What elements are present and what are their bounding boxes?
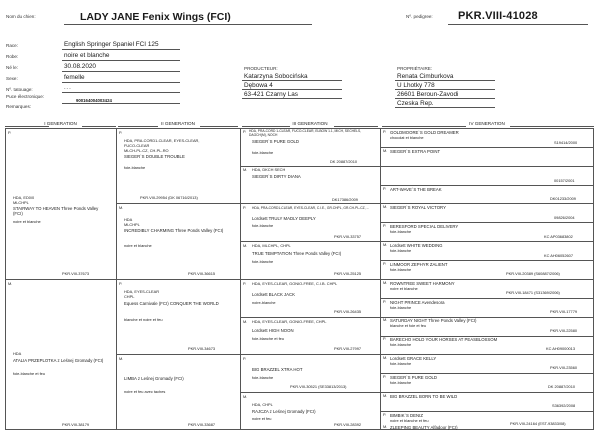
gen2-2-sex: M. (119, 205, 124, 210)
gen4-10-sex: M. (383, 317, 388, 322)
gen4-12-reg: PKR.VIII-23560 (550, 365, 578, 370)
gen4-4-sex: M. (383, 204, 388, 209)
gen2-3-titles: HDA, EYES-CLEAR CHPL (124, 289, 160, 299)
gen3-2-reg: DK17386/2009 (332, 197, 358, 202)
gen3-4-sex: M. (243, 243, 248, 248)
gen4-15-color: noire et blanche et feu (390, 418, 429, 423)
gen2-1-name: SIEGER`S DOUBLE TROUBLE (124, 154, 185, 159)
gen1-sire-titles: HDA, ED0/0 MLCHPL (13, 195, 35, 205)
gen4-1-sex: P. (383, 129, 387, 134)
gen3-7-sex: P. (243, 356, 247, 361)
gen4-13-reg: DK 20887/2010 (548, 384, 576, 389)
gen4-12-color: foie-blanche (390, 361, 412, 366)
gen4-1-reg: S19414/2000 (554, 140, 578, 145)
gen3-1-color: foie-blanche (252, 150, 274, 155)
gen3-7-reg: PKR.VIII-30521 (SE33813/2013) (290, 384, 347, 389)
gen1-dam-name: ATALIA PRZEPLOTKA z Leśnej Gromady (FCI) (13, 358, 104, 363)
gen4-15-name: BIMBIK`S DENIZ (390, 413, 423, 418)
breed-label: Race: (6, 43, 19, 48)
gen4-6-name: Lordsett WHITE WEDDING (390, 243, 443, 248)
gen2-2-titles: HDA MLCHPL (124, 217, 140, 227)
gen-2-header: II GENERATION (161, 121, 195, 126)
gen2-2-name: INCREDIBLY CHARMING Three Ponds Valley (FCI) (124, 228, 224, 233)
gen3-8-sex: M. (243, 394, 248, 399)
gen3-7-color: foie-blanche (252, 375, 274, 380)
gen4-16-sex: M. (383, 424, 388, 429)
dog-name: LADY JANE Fenix Wings (FCI) (80, 11, 231, 23)
gen4-10-name: SATURDAY NIGHT Three Ponds Valley (FCI) (390, 318, 477, 323)
gen4-14-name: BIG BRAZZEL BORN TO BE WILD (390, 394, 458, 399)
gen4-9-name: NIGHT PRINCE Avendesora (390, 300, 445, 305)
gen4-5-reg: KC AP03683802 (544, 234, 573, 239)
sex-label: Sexe: (6, 76, 18, 81)
gen4-5-name: BERESFORD SPECIAL DELIVERY (390, 224, 459, 229)
gen4-6-reg: KC AH06052607 (544, 253, 573, 258)
breeder-name: Katarzyna Sobocińska (244, 73, 308, 80)
gen4-6-sex: M. (383, 242, 388, 247)
regno-label: Nº. pedigree: (406, 14, 433, 19)
gen3-6-sex: M. (243, 319, 248, 324)
gen4-1-name: GOLDMOORE`S GOLD DREAMER (390, 130, 459, 135)
gen4-4-name: SIEGER`S ROYAL VICTORY (390, 205, 446, 210)
gen2-1-reg: PKR.VIII-29954 (DK 06716/2013) (140, 195, 198, 200)
gen4-2-reg: 00157/2001 (554, 178, 575, 183)
gen3-2-name: SIEGER`S DIRTY DIANA (252, 174, 301, 179)
pedigree-number: PKR.VIII-41028 (458, 10, 538, 22)
gen4-3-reg: DK01233/2009 (550, 196, 576, 201)
gen4-7-sex: P. (383, 261, 387, 266)
color-value: noire et blanche (64, 52, 110, 59)
owner-street: U Lhotky 778 (397, 82, 435, 89)
tattoo-value: - - - (64, 86, 71, 91)
gen1-dam-reg: PKR.VIII-38179 (62, 422, 90, 427)
gen4-10-color: blanche et foie et feu (390, 323, 427, 328)
gen2-1-color: foie-blanche (124, 165, 146, 170)
gen2-4-reg: PKR.VIII-33687 (188, 422, 216, 427)
gen4-2-name: SIEGER`S EXTRA POINT (390, 149, 441, 154)
gen4-13-sex: P. (383, 374, 387, 379)
gen3-8-color: noire et feu (252, 416, 272, 421)
gen4-14-sex: M. (383, 393, 388, 398)
gen4-3-sex: P. (383, 186, 387, 191)
breed-value: English Springer Spaniel FCI 125 (64, 41, 159, 48)
gen4-15-reg: PKR.VIII-24164 (EST-93833/08) (510, 421, 566, 426)
owner-country: Czeska Rep. (397, 100, 434, 107)
gen3-6-titles: HDA, EYES-CLEAR, GONIO-FREE, CHPL (252, 319, 327, 324)
chip-value: 900164004003424 (76, 98, 112, 103)
gen3-1-sex: P. (243, 129, 247, 134)
gen-4-header: IV GENERATION (469, 121, 505, 126)
gen1-dam-sex: M. (8, 281, 13, 286)
gen3-6-reg: PKR.VIII-27997 (334, 346, 362, 351)
gen3-3-reg: PKR.VIII-33757 (334, 234, 362, 239)
gen4-11-name: BARECHO HOLD YOUR HORSES AT PEASBLOSSOM (390, 337, 498, 342)
gen3-8-reg: PKR.VIII-28392 (334, 422, 362, 427)
gen4-11-color: foie-blanche (390, 342, 412, 347)
color-label: Robe: (6, 54, 19, 59)
gen3-3-name: Lordsett TRULY MADLY DEEPLY (252, 216, 316, 221)
gen3-8-titles: HDA, CHPL (252, 402, 273, 407)
gen4-8-sex: M. (383, 280, 388, 285)
gen4-7-reg: PKR.VIII-20389 (S60887/2006) (506, 271, 560, 276)
gen4-8-name: ROWNTREE SWEET HARMONY (390, 281, 455, 286)
breeder-street: Dębowa 4 (244, 82, 273, 89)
gen-3-header: III GENERATION (292, 121, 328, 126)
gen4-13-name: SIEGER`S PURE GOLD (390, 375, 438, 380)
gen4-9-sex: P. (383, 299, 387, 304)
gen3-4-titles: HDA, MLCHPL, CHPL (252, 243, 291, 248)
gen2-4-sex: M. (119, 356, 124, 361)
gen2-3-name: Equess Carnivale (FCI) CONQUER THE WORLD (124, 301, 219, 306)
gen1-sire-color: noire et blanche (13, 219, 41, 224)
gen2-4-color: noire et feu avec taches (124, 389, 166, 394)
gen3-2-sex: M. (243, 167, 248, 172)
gen3-6-color: foie-blanche et feu (252, 336, 285, 341)
gen4-8-color: noire et blanche (390, 286, 418, 291)
gen2-3-sex: P. (119, 281, 123, 286)
gen2-4-name: LIMBA z Leśnej Gromady (FCI) (124, 376, 184, 381)
gen3-4-color: foie-blanche (252, 259, 274, 264)
gen4-7-color: foie-blanche (390, 267, 412, 272)
gen4-2-sex: M. (383, 148, 388, 153)
gen4-8-reg: PKR.VIII-18471 (S31369/2006) (506, 290, 560, 295)
gen4-1-color: chocolat et blanche (390, 135, 424, 140)
gen3-6-name: Lordsett HIGH NOON (252, 328, 294, 333)
gen1-dam-titles: HDA (13, 351, 22, 356)
chip-label: Puce électronique: (6, 94, 45, 99)
gen1-dam-color: foie-blanche et feu (13, 371, 46, 376)
gen4-5-color: foie-blanche (390, 229, 412, 234)
sex-value: femelle (64, 74, 85, 81)
gen3-4-reg: PKR.VIII-25125 (334, 271, 362, 276)
gen1-sire-sex: P. (8, 130, 12, 135)
gen4-12-sex: M. (383, 355, 388, 360)
breeder-city: 63-421 Czarny Las (244, 91, 298, 98)
gen4-3-name: ART-WAVE`S THE BREAK (390, 187, 442, 192)
gen4-15-sex: P. (383, 412, 387, 417)
gen4-4-reg: 09826/2004 (554, 215, 575, 220)
gen2-3-reg: PKR.VIII-34673 (188, 346, 216, 351)
gen3-2-titles: HDA, DKCH SECH (252, 167, 286, 172)
gen4-16-name: ZLEEPING BEAUTY Alfadoor (FCI) (390, 425, 458, 430)
gen3-5-sex: P. (243, 281, 247, 286)
gen3-4-name: TRUE TEMPTATION Three Ponds Valley (FCI) (252, 251, 342, 256)
gen3-5-titles: HDA, EYES-CLEAR, GONIO-FREE, C.I.B. CHPL (252, 281, 338, 286)
gen4-12-name: Lordsett GRACE KELLY (390, 356, 437, 361)
gen4-14-reg: S36392/2008 (552, 403, 576, 408)
owner-label: PROPRIÉTAIRE: (397, 66, 433, 71)
gen2-2-color: noire et blanche (124, 243, 152, 248)
gen3-3-titles: HDA, PRA-CORD1-CLEAR, EYES-CLEAR, C.I.E., GR.CHPL, GR.CH-PL-CZ, ... (252, 206, 370, 210)
gen4-11-sex: P. (383, 336, 387, 341)
owner-name: Renata Cimburkova (397, 73, 454, 80)
gen2-1-titles: HDA, PRA-CORD1-CLEAR, EYES-CLEAR, FUCO-CLEAR MLCH-PL-CZ, CH-PL-RO (124, 138, 200, 153)
owner-city: 26601 Beroun-Zavodi (397, 91, 459, 98)
born-value: 30.08.2020 (64, 63, 96, 70)
gen3-5-reg: PKR.VIII-26435 (334, 309, 362, 314)
gen4-9-reg: PKR.VIII-17779 (550, 309, 578, 314)
breeder-label: PRODUCTEUR: (244, 66, 278, 71)
gen4-6-color: foie-blanche (390, 248, 412, 253)
gen2-1-sex: P. (119, 130, 123, 135)
born-label: Né le: (6, 65, 19, 70)
gen4-11-reg: KC AH09000013 (546, 346, 575, 351)
name-label: Nom du chien: (6, 14, 36, 19)
gen4-7-name: LINMOOR ZEPHYR ZALIENT (390, 262, 448, 267)
gen3-1-name: SIEGER`S PURE GOLD (252, 139, 300, 144)
gen2-3-color: blanche et noire et feu (124, 317, 163, 322)
gen3-7-name: BIG BRAZZEL XTRA HOT (252, 367, 303, 372)
gen1-sire-name: STAIRWAY TO HEAVEN Three Ponds Valley (FCI) (13, 206, 99, 217)
gen3-3-color: foie-blanche (252, 223, 274, 228)
gen4-10-reg: PKR.VIII-22580 (550, 328, 578, 333)
gen3-1-reg: DK 20887/2010 (330, 159, 358, 164)
gen4-9-color: foie-blanche (390, 305, 412, 310)
gen3-1-titles: HDA, PRA-CORD 1-CLEAR, FUCO-CLEAR, ELBOW 1.1, MICH, SECHELS, DAGCH(M), NOCH (249, 129, 362, 137)
remarks-label: Remarques: (6, 104, 32, 109)
gen3-8-name: RAJCZA z Leśnej Gromady (FCI) (252, 409, 316, 414)
gen1-sire-reg: PKR.VIII-37673 (62, 271, 90, 276)
gen2-2-reg: PKR.VIII-36615 (188, 271, 216, 276)
gen4-5-sex: P. (383, 223, 387, 228)
gen3-5-color: noire-blanche (252, 300, 276, 305)
gen3-3-sex: P. (243, 205, 247, 210)
gen-1-header: I GENERATION (44, 121, 77, 126)
tattoo-label: Nº. tatouage: (6, 87, 33, 92)
gen4-13-color: foie-blanche (390, 380, 412, 385)
gen3-5-name: Lordsett BLACK JACK (252, 292, 295, 297)
